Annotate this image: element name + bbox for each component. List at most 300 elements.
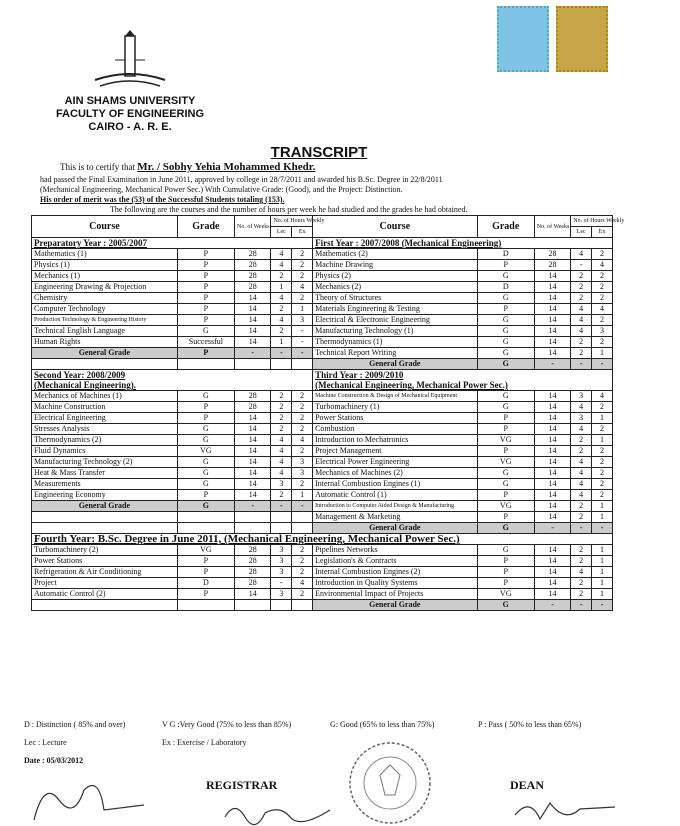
ex-cell: 1 xyxy=(292,490,313,501)
general-grade-ex: - xyxy=(592,600,613,611)
empty-cell xyxy=(32,359,178,370)
ex-cell: 1 xyxy=(592,435,613,446)
course-cell: Introduction in Quality Systems xyxy=(313,578,478,589)
course-cell: Electrical Engineering xyxy=(32,413,178,424)
grade-cell: VG xyxy=(477,457,534,468)
empty-cell xyxy=(177,359,234,370)
postage-stamp xyxy=(497,6,549,72)
second-title-year: Second Year: 2008/2009 xyxy=(34,370,126,380)
lec-cell: 2 xyxy=(571,512,592,523)
grade-cell: P xyxy=(477,556,534,567)
course-cell: Machine Construction xyxy=(32,402,178,413)
grade-cell: P xyxy=(177,402,234,413)
grade-cell: G xyxy=(177,468,234,479)
grade-cell: P xyxy=(177,589,234,600)
table-row xyxy=(32,435,613,446)
lec-cell: 2 xyxy=(271,424,292,435)
lec-cell: 2 xyxy=(571,293,592,304)
lec-cell: 1 xyxy=(271,282,292,293)
grade-cell: P xyxy=(177,304,234,315)
table-row xyxy=(32,457,613,468)
lec-cell: 3 xyxy=(271,567,292,578)
course-cell: Manufacturing Technology (2) xyxy=(32,457,178,468)
general-grade-grade: G xyxy=(477,600,534,611)
grade-cell: G xyxy=(177,424,234,435)
ex-cell: 1 xyxy=(592,501,613,512)
grade-cell: VG xyxy=(177,545,234,556)
weeks-cell: 14 xyxy=(235,490,271,501)
general-grade-lec: - xyxy=(571,600,592,611)
table-row xyxy=(32,523,613,534)
col-grade: Grade xyxy=(477,216,534,238)
legend-exercise: Ex : Exercise / Laboratory xyxy=(162,738,247,747)
general-grade-lec: - xyxy=(571,359,592,370)
col-grade: Grade xyxy=(177,216,234,238)
grade-cell: VG xyxy=(477,435,534,446)
lec-cell: 4 xyxy=(571,402,592,413)
ex-cell: 4 xyxy=(592,260,613,271)
weeks-cell: 14 xyxy=(235,424,271,435)
weeks-cell: 28 xyxy=(235,567,271,578)
weeks-cell: 14 xyxy=(235,337,271,348)
course-cell: Electrical Power Engineering xyxy=(313,457,478,468)
ex-cell: 2 xyxy=(292,391,313,402)
course-cell: Electrical & Electronic Engineering xyxy=(313,315,478,326)
weeks-cell: 14 xyxy=(534,446,570,457)
course-cell: Turbomachinery (2) xyxy=(32,545,178,556)
ex-cell: 1 xyxy=(592,512,613,523)
weeks-cell: 28 xyxy=(534,249,570,260)
table-row xyxy=(32,424,613,435)
faculty-name: FACULTY OF ENGINEERING xyxy=(55,108,205,120)
lec-cell: 4 xyxy=(571,457,592,468)
weeks-cell: 14 xyxy=(235,315,271,326)
section-titles-2 xyxy=(32,370,613,391)
ex-cell: 1 xyxy=(592,589,613,600)
lec-cell: 2 xyxy=(571,271,592,282)
weeks-cell: 14 xyxy=(235,304,271,315)
grade-cell: G xyxy=(477,315,534,326)
grade-cell: G xyxy=(477,271,534,282)
course-cell: Heat & Mass Transfer xyxy=(32,468,178,479)
course-cell: Automatic Control (1) xyxy=(313,490,478,501)
ex-cell: 2 xyxy=(292,413,313,424)
course-cell: Introduction to Mechatronics xyxy=(313,435,478,446)
weeks-cell: 14 xyxy=(534,468,570,479)
weeks-cell: 28 xyxy=(235,249,271,260)
table-row xyxy=(32,315,613,326)
weeks-cell: 14 xyxy=(235,446,271,457)
weeks-cell: 14 xyxy=(534,556,570,567)
ex-cell: 1 xyxy=(592,413,613,424)
empty-cell xyxy=(235,359,271,370)
table-row xyxy=(32,545,613,556)
general-grade-lec: - xyxy=(571,523,592,534)
grade-cell: VG xyxy=(177,446,234,457)
second-title-dept: (Mechanical Engineering). xyxy=(34,380,136,390)
ex-cell: 2 xyxy=(592,479,613,490)
general-grade-lec: - xyxy=(271,501,292,512)
grade-cell: G xyxy=(477,326,534,337)
empty-cell xyxy=(271,359,292,370)
course-cell: Mathematics (1) xyxy=(32,249,178,260)
course-cell: Internal Combustion Engines (2) xyxy=(313,567,478,578)
course-cell: Legislation's & Contracts xyxy=(313,556,478,567)
transcript-table xyxy=(31,215,625,611)
course-cell: Engineering Economy xyxy=(32,490,178,501)
ex-cell: 2 xyxy=(592,446,613,457)
ex-cell: 1 xyxy=(592,567,613,578)
weeks-cell: 14 xyxy=(235,326,271,337)
ex-cell: 4 xyxy=(292,282,313,293)
course-cell: Physics (2) xyxy=(313,271,478,282)
section-title-third xyxy=(313,370,613,391)
empty-cell xyxy=(292,600,313,611)
intro-line-3: (Mechanical Engineering, Mechanical Power Sec.) With Cumulative Grade: (Good), and the Project: Distinction. xyxy=(40,185,403,194)
col-course: Course xyxy=(313,216,478,238)
general-grade-ex: - xyxy=(592,523,613,534)
ex-cell: 2 xyxy=(292,402,313,413)
grade-cell: G xyxy=(177,391,234,402)
empty-cell xyxy=(235,512,271,523)
table-row xyxy=(32,337,613,348)
ex-cell: 2 xyxy=(592,293,613,304)
grade-cell: P xyxy=(177,315,234,326)
lec-cell: 4 xyxy=(271,249,292,260)
table-row xyxy=(32,490,613,501)
signature-registrar xyxy=(220,795,340,825)
lec-cell: 4 xyxy=(271,435,292,446)
course-cell: Fluid Dynamics xyxy=(32,446,178,457)
ex-cell: 2 xyxy=(292,446,313,457)
general-grade-grade: P xyxy=(177,348,234,359)
intro-line-1: This is to certify that Mr. / Sobhy Yehia Mohammed Khedr. xyxy=(60,161,316,173)
ex-cell: 1 xyxy=(592,545,613,556)
grade-cell: P xyxy=(177,556,234,567)
table-header xyxy=(32,216,613,227)
course-cell: Computer Technology xyxy=(32,304,178,315)
empty-cell xyxy=(32,523,178,534)
ex-cell: 2 xyxy=(592,249,613,260)
empty-cell xyxy=(177,512,234,523)
weeks-cell: 14 xyxy=(235,479,271,490)
student-name: Mr. / Sobhy Yehia Mohammed Khedr. xyxy=(137,161,316,173)
signature-left xyxy=(24,770,154,826)
grade-cell: G xyxy=(477,479,534,490)
lec-cell: 2 xyxy=(271,304,292,315)
page-title: TRANSCRIPT xyxy=(270,144,368,161)
ex-cell: 2 xyxy=(292,271,313,282)
grade-cell: G xyxy=(477,545,534,556)
table-row xyxy=(32,567,613,578)
weeks-cell: 14 xyxy=(534,391,570,402)
course-cell: Production Technology & Engineering History xyxy=(32,315,178,326)
section-title-fourth: Fourth Year: B.Sc. Degree in June 2011, (Mechanical Engineering, Mechanical Power Sec.) xyxy=(32,534,613,545)
weeks-cell: 14 xyxy=(534,545,570,556)
third-title-dept: (Mechanical Engineering, Mechanical Power Sec.) xyxy=(315,380,508,390)
course-cell: Turbomachinery (1) xyxy=(313,402,478,413)
grade-cell: D xyxy=(477,249,534,260)
lec-cell: 3 xyxy=(271,589,292,600)
empty-cell xyxy=(292,359,313,370)
lec-cell: 4 xyxy=(571,567,592,578)
general-grade-grade: G xyxy=(177,501,234,512)
lec-cell: 4 xyxy=(571,326,592,337)
university-name: AIN SHAMS UNIVERSITY xyxy=(64,95,196,107)
course-cell: Technical Report Writing xyxy=(313,348,478,359)
lec-cell: 2 xyxy=(271,391,292,402)
lec-cell: 2 xyxy=(571,556,592,567)
lec-cell: 4 xyxy=(571,315,592,326)
grade-cell: P xyxy=(477,567,534,578)
weeks-cell: 14 xyxy=(534,271,570,282)
weeks-cell: 28 xyxy=(235,282,271,293)
lec-cell: 4 xyxy=(271,293,292,304)
table-row xyxy=(32,304,613,315)
general-grade-course: General Grade xyxy=(313,523,478,534)
ex-cell: 3 xyxy=(292,315,313,326)
ex-cell: 2 xyxy=(592,402,613,413)
col-weeks: No. of Weeks xyxy=(235,216,271,238)
lec-cell: 2 xyxy=(271,402,292,413)
lec-cell: 3 xyxy=(271,545,292,556)
lec-cell: 4 xyxy=(271,446,292,457)
ex-cell: 1 xyxy=(592,578,613,589)
ex-cell: 3 xyxy=(592,326,613,337)
lec-cell: 1 xyxy=(271,337,292,348)
weeks-cell: 14 xyxy=(235,468,271,479)
grade-cell: D xyxy=(177,578,234,589)
lec-cell: 2 xyxy=(571,348,592,359)
course-cell: Human Rights xyxy=(32,337,178,348)
lec-cell: 4 xyxy=(271,260,292,271)
lec-cell: 2 xyxy=(271,326,292,337)
weeks-cell: 28 xyxy=(235,260,271,271)
grade-cell: P xyxy=(177,490,234,501)
empty-cell xyxy=(32,512,178,523)
weeks-cell: 14 xyxy=(534,315,570,326)
legend-good: G: Good (65% to less than 75%) xyxy=(330,720,435,729)
course-cell: Mathematics (2) xyxy=(313,249,478,260)
course-cell: Automatic Control (2) xyxy=(32,589,178,600)
grade-cell: VG xyxy=(477,501,534,512)
course-cell: Mechanics (2) xyxy=(313,282,478,293)
lec-cell: 3 xyxy=(571,391,592,402)
course-cell: Engineering Drawing & Projection xyxy=(32,282,178,293)
lec-cell: 2 xyxy=(571,589,592,600)
lec-cell: 4 xyxy=(271,315,292,326)
general-grade-weeks: - xyxy=(534,359,570,370)
lec-cell: 3 xyxy=(271,556,292,567)
legend-lecture: Lec : Lecture xyxy=(24,738,67,747)
legend-distinction: D : Distinction ( 85% and over) xyxy=(24,720,126,729)
third-title-year: Third Year : 2009/2010 xyxy=(315,370,404,380)
weeks-cell: 14 xyxy=(534,479,570,490)
course-cell: Machine Construction & Design of Mechanical Equipment xyxy=(313,391,478,402)
table-row xyxy=(32,293,613,304)
lec-cell: 2 xyxy=(571,435,592,446)
grade-cell: P xyxy=(477,490,534,501)
general-grade-course: General Grade xyxy=(313,600,478,611)
weeks-cell: 14 xyxy=(235,589,271,600)
table-row xyxy=(32,600,613,611)
lec-cell: 2 xyxy=(571,446,592,457)
ex-cell: 2 xyxy=(292,545,313,556)
grade-cell: G xyxy=(177,479,234,490)
course-cell: Internal Combustion Engines (1) xyxy=(313,479,478,490)
table-row xyxy=(32,271,613,282)
section-title-second xyxy=(32,370,313,391)
course-cell: Theory of Structures xyxy=(313,293,478,304)
ex-cell: 1 xyxy=(292,304,313,315)
lec-cell: 2 xyxy=(271,490,292,501)
course-cell: Materials Engineering & Testing xyxy=(313,304,478,315)
col-hours: No. of Hours Weekly xyxy=(271,216,313,227)
grade-cell: P xyxy=(477,424,534,435)
weeks-cell: 14 xyxy=(534,402,570,413)
faculty-seal xyxy=(340,740,440,826)
course-cell: Thermodynamics (1) xyxy=(313,337,478,348)
weeks-cell: 14 xyxy=(534,435,570,446)
lec-cell: 2 xyxy=(571,337,592,348)
col-hours: No. of Hours Weekly xyxy=(571,216,613,227)
course-cell: Environmental Impact of Projects xyxy=(313,589,478,600)
grade-cell: P xyxy=(177,293,234,304)
col-lec: Lec xyxy=(571,227,592,238)
col-ex: Ex xyxy=(592,227,613,238)
empty-cell xyxy=(235,523,271,534)
general-grade-grade: G xyxy=(477,523,534,534)
general-grade-weeks: - xyxy=(235,348,271,359)
course-cell: Physics (1) xyxy=(32,260,178,271)
issue-date: Date : 05/03/2012 xyxy=(24,756,84,765)
lec-cell: 4 xyxy=(271,468,292,479)
ex-cell: 2 xyxy=(592,424,613,435)
grade-cell: G xyxy=(477,337,534,348)
general-grade-ex: - xyxy=(292,348,313,359)
weeks-cell: 14 xyxy=(534,326,570,337)
table-row xyxy=(32,249,613,260)
general-grade-ex: - xyxy=(292,501,313,512)
ex-cell: 2 xyxy=(292,424,313,435)
section-title-first: First Year : 2007/2008 (Mechanical Engineering) xyxy=(313,238,613,249)
general-grade-grade: G xyxy=(477,359,534,370)
course-cell: Project Management xyxy=(313,446,478,457)
empty-cell xyxy=(271,523,292,534)
course-cell: Mechanics (1) xyxy=(32,271,178,282)
empty-cell xyxy=(292,523,313,534)
grade-cell: G xyxy=(477,402,534,413)
weeks-cell: 14 xyxy=(534,413,570,424)
weeks-cell: 14 xyxy=(534,501,570,512)
weeks-cell: 14 xyxy=(534,348,570,359)
ex-cell: 4 xyxy=(592,304,613,315)
ex-cell: 4 xyxy=(592,391,613,402)
lec-cell: 4 xyxy=(571,479,592,490)
weeks-cell: 14 xyxy=(534,457,570,468)
grade-cell: G xyxy=(177,326,234,337)
weeks-cell: 14 xyxy=(534,337,570,348)
grade-cell: P xyxy=(477,578,534,589)
ex-cell: 2 xyxy=(292,567,313,578)
weeks-cell: 14 xyxy=(534,589,570,600)
lec-cell: 2 xyxy=(271,413,292,424)
ex-cell: 3 xyxy=(292,468,313,479)
weeks-cell: 14 xyxy=(534,304,570,315)
col-lec: Lec xyxy=(271,227,292,238)
ex-cell: - xyxy=(292,326,313,337)
weeks-cell: 14 xyxy=(235,435,271,446)
ex-cell: 1 xyxy=(592,348,613,359)
weeks-cell: 14 xyxy=(534,490,570,501)
university-logo xyxy=(85,30,175,92)
intro-line-2: had passed the Final Examination in June 2011, approved by college in 28/7/2011 and awarded his B.Sc. Degree in 22/8/2011 xyxy=(40,175,443,184)
ex-cell: 4 xyxy=(292,578,313,589)
general-grade-weeks: - xyxy=(534,523,570,534)
grade-cell: P xyxy=(177,271,234,282)
course-cell: Power Stations xyxy=(32,556,178,567)
grade-cell: G xyxy=(477,391,534,402)
ex-cell: 2 xyxy=(292,589,313,600)
weeks-cell: 14 xyxy=(534,512,570,523)
grade-cell: P xyxy=(177,260,234,271)
weeks-cell: 14 xyxy=(534,282,570,293)
course-cell: Combustion xyxy=(313,424,478,435)
general-grade-course: General Grade xyxy=(32,348,178,359)
ex-cell: 4 xyxy=(292,435,313,446)
ex-cell: 2 xyxy=(592,468,613,479)
weeks-cell: 14 xyxy=(534,424,570,435)
empty-cell xyxy=(271,600,292,611)
grade-cell: G xyxy=(177,457,234,468)
table-row xyxy=(32,578,613,589)
grade-cell: VG xyxy=(477,589,534,600)
table-row xyxy=(32,282,613,293)
grade-cell: P xyxy=(177,413,234,424)
course-cell: Technical English Language xyxy=(32,326,178,337)
course-cell: Pipelines Networks xyxy=(313,545,478,556)
dean-label: DEAN xyxy=(510,778,545,792)
lec-cell: 3 xyxy=(571,413,592,424)
lec-cell: 4 xyxy=(571,249,592,260)
ex-cell: 2 xyxy=(292,479,313,490)
course-cell: Mechanics of Machines (1) xyxy=(32,391,178,402)
lec-cell: 2 xyxy=(571,282,592,293)
table-row xyxy=(32,446,613,457)
lec-cell: 4 xyxy=(571,304,592,315)
grade-cell: P xyxy=(477,260,534,271)
grade-cell: P xyxy=(477,413,534,424)
table-row xyxy=(32,512,613,523)
city-name: CAIRO - A. R. E. xyxy=(88,121,172,133)
ex-cell: 2 xyxy=(292,260,313,271)
lec-cell: 4 xyxy=(571,490,592,501)
lec-cell: - xyxy=(271,578,292,589)
empty-cell xyxy=(177,600,234,611)
ex-cell: 1 xyxy=(592,556,613,567)
general-grade-lec: - xyxy=(271,348,292,359)
section-title-fourth-row xyxy=(32,534,613,545)
lec-cell: 2 xyxy=(571,501,592,512)
ex-cell: 2 xyxy=(592,490,613,501)
course-cell: Management & Marketing xyxy=(313,512,478,523)
grade-cell: P xyxy=(477,512,534,523)
empty-cell xyxy=(235,600,271,611)
course-cell: Machine Drawing xyxy=(313,260,478,271)
table-row xyxy=(32,391,613,402)
grade-cell: G xyxy=(177,435,234,446)
col-course: Course xyxy=(32,216,178,238)
